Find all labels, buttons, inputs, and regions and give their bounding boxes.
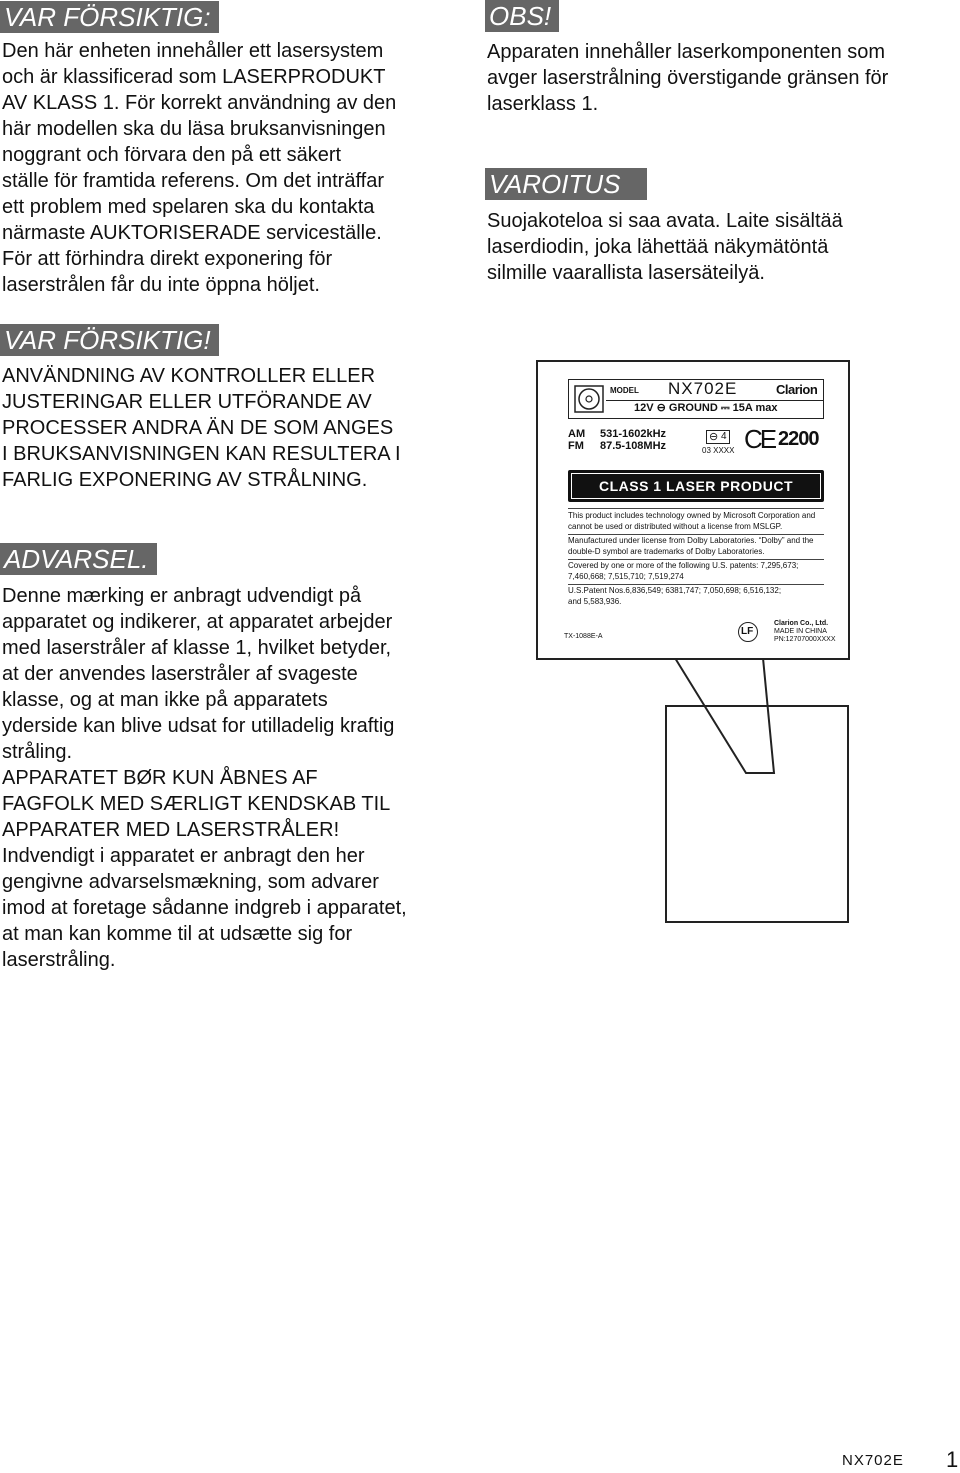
footer-model-number: NX702E	[842, 1452, 904, 1469]
notice-microsoft: This product includes technology owned by Microsoft Corporation and cannot be used or distributed without a license from MSLGP.	[568, 511, 816, 531]
fm-range: 87.5-108MHz	[600, 440, 667, 452]
page-number: 1	[946, 1447, 959, 1472]
lf-mark-text: LF	[741, 626, 754, 637]
heading-var-forsiktig-2: VAR FÖRSIKTIG!	[0, 324, 219, 356]
ce-number: 2200	[778, 428, 819, 450]
paragraph-danish-warning: Denne mærking er anbragt udvendigt på apparatet og indikerer, at apparatet arbejder med laserstråler af klasse 1, hvilket betyder, at der anvendes laserstråler af svageste klasse, og at man ikke på apparatets yderside kan blive udsat for utilladelig kraftig stråling. APPARATET BØR KUN ÅBNES AF FAGFOLK MED SÆRLIGT KENDSKAB TIL APPARATER MED LASERSTRÅLER! Indvendigt i apparatet er anbragt den her gengivne advarselsmækning, som advarer imod at foretage sådanne indgreb i apparatet, at man kan komme til at udsætte sig for laserstråling.	[2, 585, 407, 971]
paragraph-swedish-warning: ANVÄNDNING AV KONTROLLER ELLER JUSTERINGAR ELLER UTFÖRANDE AV PROCESSER ANDRA ÄN DE SOM ANGES I BRUKSANVISNINGEN KAN RESULTERA I FARLIG EXPONERING AV STRÅLNING.	[2, 365, 401, 491]
e-mark-code: 03 XXXX	[702, 446, 735, 455]
heading-var-forsiktig-1: VAR FÖRSIKTIG:	[0, 1, 219, 33]
label-code: TX-1088E-A	[564, 633, 603, 640]
class-1-laser-bar	[568, 470, 824, 502]
fm-label: FM	[568, 440, 584, 452]
heading-varoitus: VAROITUS	[485, 168, 647, 200]
heading-obs: OBS!	[485, 0, 559, 32]
class-1-laser-text: CLASS 1 LASER PRODUCT	[598, 478, 794, 494]
notice-dolby: Manufactured under license from Dolby Laboratories. “Dolby” and the double-D symbol are trademarks of Dolby Laboratories.	[568, 536, 814, 556]
heading-advarsel: ADVARSEL.	[0, 543, 157, 575]
model-number: NX702E	[668, 379, 738, 398]
notice-us-patents-1: Covered by one or more of the following U.S. patents: 7,295,673; 7,460,668; 7,515,710; 7,519,274	[568, 561, 799, 581]
e-mark-number: 4	[721, 431, 727, 442]
paragraph-finnish-warning: Suojakoteloa si saa avata. Laite sisältää laserdiodin, joka lähettää näkymätöntä silmille vaarallista lasersäteilyä.	[487, 210, 843, 284]
model-caption: MODEL	[610, 386, 639, 395]
disc-logo-icon	[574, 385, 604, 413]
ce-mark: CE	[744, 424, 775, 454]
brand-name: Clarion	[776, 382, 818, 397]
company-info: Clarion Co., Ltd. MADE IN CHINA PN:12707000XXXX	[774, 620, 836, 643]
lf-mark-icon	[738, 622, 758, 642]
paragraph-obs: Apparaten innehåller laserkomponenten som avger laserstrålning överstigande gränsen för laserklass 1.	[487, 41, 889, 115]
notice-us-patents-2: U.S.Patent Nos.6,836,549; 6381,747; 7,050,698; 6,516,132; and 5,583,936.	[568, 586, 782, 606]
am-label: AM	[568, 428, 586, 440]
product-label	[536, 360, 850, 660]
label-rule-1	[568, 508, 824, 509]
paragraph-swedish-caution: Den här enheten innehåller ett lasersystem och är klassificerad som LASERPRODUKT AV KLASS 1. För korrekt användning av den här modellen ska du läsa bruksanvisningen noggrant och förvara den på ett säkert ställe för framtida referens. Om det inträffar ett problem med spelaren ska du kontakta närmaste AUKTORISERADE serviceställe. För att förhindra direkt exponering för laserstrålen får du inte öppna höljet.	[2, 40, 397, 296]
power-rating: 12V ⊖ GROUND ⎓ 15A max	[634, 402, 778, 414]
am-range: 531-1602kHz	[600, 428, 667, 440]
e-mark	[706, 430, 730, 444]
e-mark-symbol: ⊖	[709, 431, 719, 443]
